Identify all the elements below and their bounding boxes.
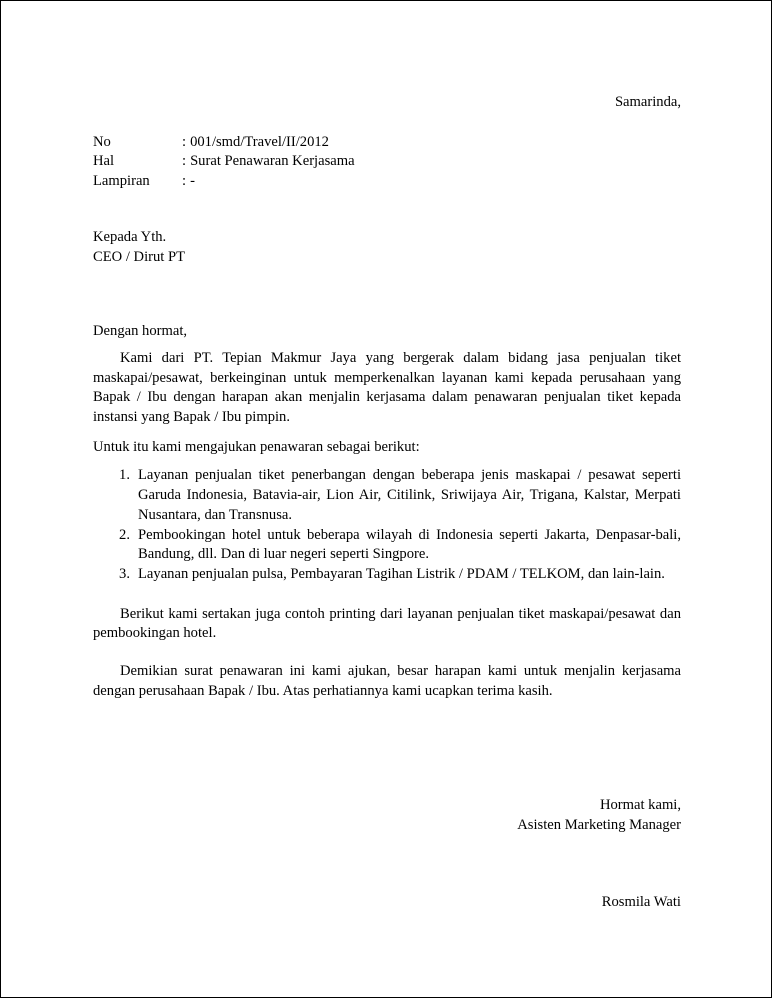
meta-row-hal: Hal : Surat Penawaran Kerjasama	[93, 152, 681, 172]
list-number: 2.	[119, 526, 130, 543]
letter-body	[93, 93, 681, 913]
list-intro: Untuk itu kami mengajukan penawaran sebagai berikut:	[93, 438, 420, 455]
list-text: Layanan penjualan pulsa, Pembayaran Tagihan Listrik / PDAM / TELKOM, dan lain-lain.	[138, 565, 665, 582]
meta-label: Hal	[93, 153, 115, 170]
paragraph-2: Berikut kami sertakan juga contoh printing dari layanan penjualan tiket maskapai/pesawat dan pembookingan hotel.	[93, 605, 681, 642]
list-item	[93, 565, 681, 585]
meta-value: Surat Penawaran Kerjasama	[190, 153, 355, 170]
paragraph-1: Kami dari PT. Tepian Makmur Jaya yang bergerak dalam bidang jasa penjualan tiket maskapai/pesawat, berkeinginan untuk memperkenalkan layanan kami kepada perusahaan yang Bapak / Ibu dengan harapan akan menjalin kerjasama dalam penawaran penjualan tiket kepada instansi yang Bapak / Ibu pimpin.	[93, 349, 681, 426]
place-line: Samarinda,	[614, 94, 681, 110]
list-text: Pembookingan hotel untuk beberapa wilayah di Indonesia seperti Jakarta, Denpasar-bali, Bandung, dll. Dan di luar negeri seperti Singpore.	[138, 526, 681, 563]
list-number: 3.	[119, 565, 130, 582]
salutation: Dengan hormat,	[93, 323, 188, 340]
meta-label: Lampiran	[93, 173, 150, 190]
signer-position: Asisten Marketing Manager	[517, 817, 681, 834]
offer-list	[93, 466, 681, 584]
list-text: Layanan penjualan tiket penerbangan dengan beberapa jenis maskapai / pesawat seperti Garuda Indonesia, Batavia-air, Lion Air, Citilink, Sriwijaya Air, Trigana, Kalstar, Merpati Nusantara, dan Transnusa.	[138, 467, 681, 523]
meta-label: No	[93, 133, 111, 150]
meta-value: 001/smd/Travel/II/2012	[190, 133, 329, 150]
recipient-block	[93, 228, 681, 267]
closing-line: Hormat kami,	[599, 797, 681, 814]
recipient-line2: CEO / Dirut PT	[93, 248, 186, 265]
letter-meta	[93, 133, 681, 192]
list-item	[93, 466, 681, 525]
recipient-line1: Kepada Yth.	[93, 228, 167, 245]
signer-name: Rosmila Wati	[601, 893, 681, 910]
meta-row-no: No : 001/smd/Travel/II/2012	[93, 133, 681, 153]
meta-value: -	[190, 173, 195, 190]
list-item	[93, 526, 681, 565]
paragraph-3: Demikian surat penawaran ini kami ajukan, besar harapan kami untuk menjalin kerjasama dengan perusahaan Bapak / Ibu. Atas perhatiannya kami ucapkan terima kasih.	[93, 663, 681, 699]
meta-row-lampiran: Lampiran : -	[93, 172, 681, 192]
list-number: 1.	[119, 467, 130, 484]
